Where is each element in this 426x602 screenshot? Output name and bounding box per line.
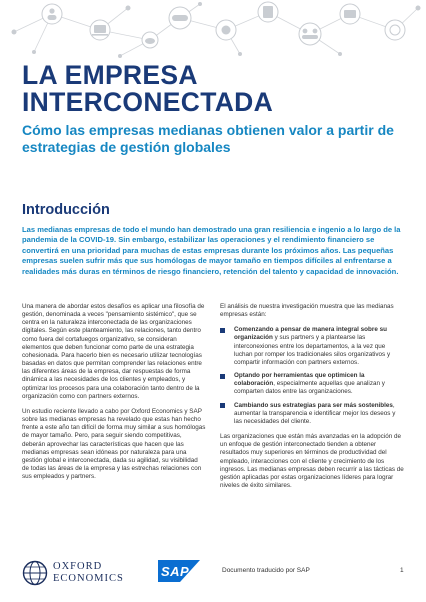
globe-icon <box>385 20 405 40</box>
list-item-bold: Cambiando sus estrategias para ser más sostenibles <box>234 401 393 409</box>
list-item-text: , aumentar la transparencia e identificar mejor los deseos y las necesidades del cliente. <box>234 401 396 425</box>
left-column <box>22 303 206 488</box>
list-item-bold: Optando por herramientas que optimicen la colaboración <box>234 372 365 388</box>
left-paragraph-2: Un estudio reciente llevado a cabo por Oxford Economics y SAP sobre las medianas empresas ha revelado que estas han hecho frente a este año tan difícil de forma muy similar a sus homólogas de mayor tamaño. Pero, para seguir siendo competitivas, deberán aprovechar las características que hacen que las medianas empresas sean idóneas por naturaleza para una gestión global e interconectada, dada su agilidad, su visibilidad de todas las áreas de la empresa y las estrechas relaciones con sus empleados y partners. <box>22 407 206 481</box>
oxford-economics-logo <box>22 558 132 588</box>
right-paragraph-1: El análisis de nuestra investigación muestra que las medianas empresas están: <box>220 303 394 319</box>
group-icon <box>299 23 321 45</box>
right-paragraph-2: Las organizaciones que están más avanzadas en la adopción de un enfoque de gestión interconectado tienden a obtener resultados muy superiores en términos de productividad del empleado, interacciones con el cliente y crecimiento de los ingresos. Las medianas empresas deben recurrir a las tácticas de gestión aplicadas por estas organizaciones líderes para lograr niveles de éxito similares. <box>220 433 404 489</box>
list-item-bold: Comenzando a pensar de manera integral sobre su organización <box>234 326 387 342</box>
left-paragraph-1: Una manera de abordar estos desafíos es aplicar una filosofía de gestión, denominada a veces "pensamiento sistémico", que se centra en la naturaleza interconectada de las organizaciones digitales. Según este planteamiento, las relaciones, tanto dentro como fuera del cortafuegos organizativo, se consideran elementos que deben funcionar como parte de una estrategia cohesionada. Para hacerlo bien es necesario utilizar tecnologías basadas en datos que permitan comprender las relaciones entre las diferentes áreas de la empresa, dar respuestas de forma dinámica a las necesidades de los clientes y empleados, y optimizar los procesos para una colaboración tanto dentro de la organización como con partners externos. <box>22 303 205 400</box>
intro-lead-paragraph: Las medianas empresas de todo el mundo han demostrado una gran resiliencia e ingenio a lo largo de la pandemia de la COVID-19. Sin embargo, estabilizar las operaciones y el rendimiento financiero se convertirá en una prioridad para muchas de estas empresas durante los próximos años. Las pequeñas empresas suelen sufrir más que sus homólogas de mayor tamaño en tiempos difíciles al enfrentarse a realidades más duras en términos de riesgo financiero, retención del talento y capacidad de innovación. <box>22 225 401 276</box>
title-line-1: LA EMPRESA <box>22 60 198 90</box>
square-bullet-icon <box>220 403 225 408</box>
list-item <box>220 326 404 367</box>
page-number: 1 <box>400 567 404 574</box>
document-subtitle: Cómo las empresas medianas obtienen valor a partir de estrategias de gestión globales <box>22 122 394 155</box>
user-icon <box>42 4 62 24</box>
list-item-text: , especialmente aquellas que analizan y comparten datos entre las organizaciones. <box>234 380 385 396</box>
sap-logo-text: SAP <box>161 564 190 579</box>
logo-text-oxford: OXFORD <box>53 561 103 572</box>
translation-note: Documento traducido por SAP <box>222 567 310 574</box>
page-footer <box>0 552 426 602</box>
list-item <box>220 372 404 396</box>
list-item-text: y sus partners y a plantearse las interconexiones entre los departamentos, a la vez que luchan por romper los tradicionales silos organizativos y compartir información con partners externos. <box>234 334 391 366</box>
findings-list <box>220 326 404 426</box>
square-bullet-icon <box>220 374 225 379</box>
globe-icon <box>22 560 48 586</box>
logo-text-economics: ECONOMICS <box>53 573 124 584</box>
square-bullet-icon <box>220 328 225 333</box>
right-column <box>220 303 404 497</box>
list-item <box>220 402 404 426</box>
title-line-2: INTERCONECTADA <box>22 87 274 117</box>
document-title <box>22 62 412 116</box>
sap-logo <box>158 560 200 582</box>
section-heading: Introducción <box>22 202 110 218</box>
